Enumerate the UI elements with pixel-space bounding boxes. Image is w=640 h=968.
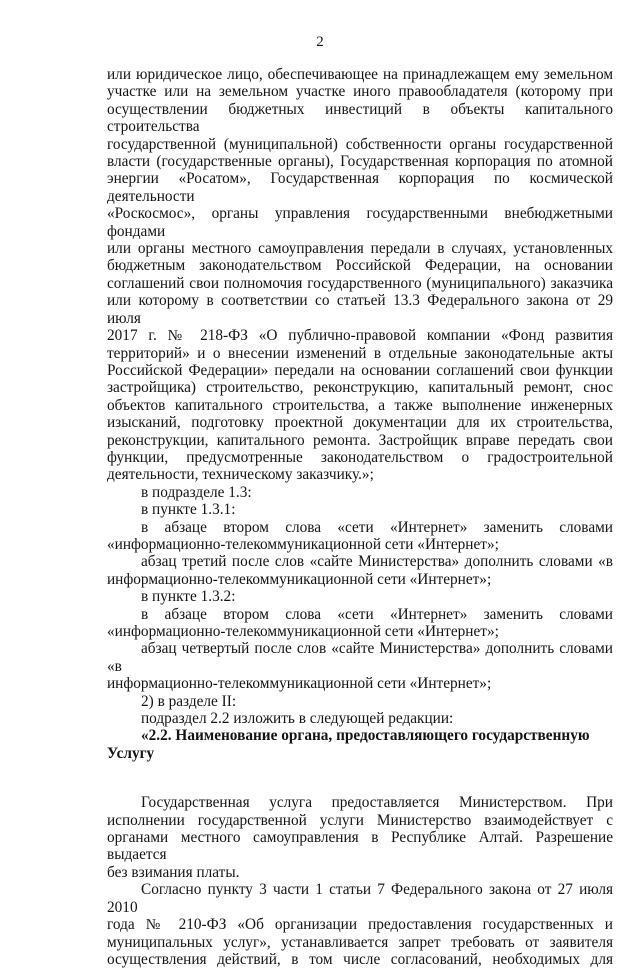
text-line: осуществлении бюджетных инвестиций в объекты капитального строительства <box>107 100 613 136</box>
text-line: или органы местного самоуправления передали в случаях, установленных <box>107 240 613 258</box>
amendment-paragraph-2b-line: в абзаце втором слова «сети «Интернет» заменить словами <box>141 605 613 623</box>
text-line: застройщика) строительство, реконструкцию, капитальный ремонт, снос <box>107 379 613 397</box>
text-line: реконструкции, капитального ремонта. Застройщик вправе передать свои <box>107 431 613 449</box>
text-line: 2017 г. № 218-ФЗ «О публично-правовой компании «Фонд развития <box>107 327 613 345</box>
amendment-subsection-2-2: подраздел 2.2 изложить в следующей редакции: <box>141 710 454 728</box>
text-line: функции, предусмотренные законодательством о градостроительной <box>107 448 613 466</box>
text-line: органами местного самоуправления в Республике Алтай. Разрешение выдается <box>107 829 613 864</box>
text-line: или юридическое лицо, обеспечивающее на принадлежащем ему земельном <box>107 66 613 83</box>
paragraph-service-provider <box>107 794 613 881</box>
text-line: энергии «Росатом», Государственная корпорация по космической деятельности <box>107 170 613 205</box>
text-line: без взимания платы. <box>107 863 240 881</box>
text-line: территорий» и о внесении изменений в отдельные законодательные акты <box>107 344 613 362</box>
amendment-item-1-3-2: в пункте 1.3.2: <box>141 588 236 606</box>
amendment-paragraph-3-line: абзац третий после слов «сайте Министерства» дополнить словами «в <box>141 553 613 571</box>
amendment-section-2: 2) в разделе II: <box>141 692 237 710</box>
text-line: участке или на земельном участке иного правообладателя (которому при <box>107 83 613 101</box>
amendment-paragraph-2-line: в абзаце втором слова «сети «Интернет» заменить словами <box>141 518 613 536</box>
text-line: власти (государственные органы), Государственная корпорация по атомной <box>107 153 613 171</box>
section-heading: «2.2. Наименование органа, предоставляющего государственную <box>141 727 590 745</box>
text-line: исполнении государственной услуги Министерство взаимодействует с <box>107 811 613 829</box>
text-line: года № 210-ФЗ «Об организации предоставления государственных и <box>107 916 613 934</box>
text-line: государственной (муниципальной) собственности органы государственной <box>107 135 613 153</box>
text-line: объектов капитального строительства, а также выполнение инженерных <box>107 396 613 414</box>
document-body <box>107 66 613 968</box>
text-line: Российской Федерации» передали на основании соглашений свои функции <box>107 361 613 379</box>
text-line: изысканий, подготовку проектной документации для их строительства, <box>107 414 613 432</box>
text-line: «Роскосмос», органы управления государственными внебюджетными фондами <box>107 205 613 240</box>
amendment-paragraph-4-line: абзац четвертый после слов «сайте Министерства» дополнить словами «в <box>107 640 613 675</box>
amendment-paragraph-4-line: информационно-телекоммуникационной сети «Интернет»; <box>107 675 492 693</box>
text-line: муниципальных услуг», устанавливается запрет требовать от заявителя <box>107 933 613 951</box>
amendment-paragraph-3-line: информационно-телекоммуникационной сети «Интернет»; <box>107 570 492 588</box>
text-line: осуществления действий, в том числе согласований, необходимых для <box>107 950 613 968</box>
amendment-paragraph-2b-line: «информационно-телекоммуникационной сети «Интернет»; <box>107 623 499 640</box>
section-heading-continuation: Услугу <box>107 744 155 762</box>
amendment-subsection-1-3: в подразделе 1.3: <box>141 483 252 501</box>
text-line: Согласно пункту 3 части 1 статьи 7 Федерального закона от 27 июля 2010 <box>107 881 613 916</box>
text-line: Государственная услуга предоставляется Министерством. При <box>141 794 613 812</box>
text-line: или которому в соответствии со статьей 13.3 Федерального закона от 29 июля <box>107 292 613 327</box>
text-line: деятельности, техническому заказчику.»; <box>107 466 374 484</box>
paragraph-federal-law-reference <box>107 881 613 968</box>
text-line: бюджетным законодательством Российской Федерации, на основании <box>107 257 613 275</box>
amendment-item-1-3-1: в пункте 1.3.1: <box>141 501 236 519</box>
text-line: соглашений свои полномочия государственного (муниципального) заказчика <box>107 274 613 292</box>
paragraph-developer-definition <box>107 66 613 484</box>
amendment-paragraph-2-line: «информационно-телекоммуникационной сети «Интернет»; <box>107 535 499 553</box>
page-number: 2 <box>316 34 324 50</box>
